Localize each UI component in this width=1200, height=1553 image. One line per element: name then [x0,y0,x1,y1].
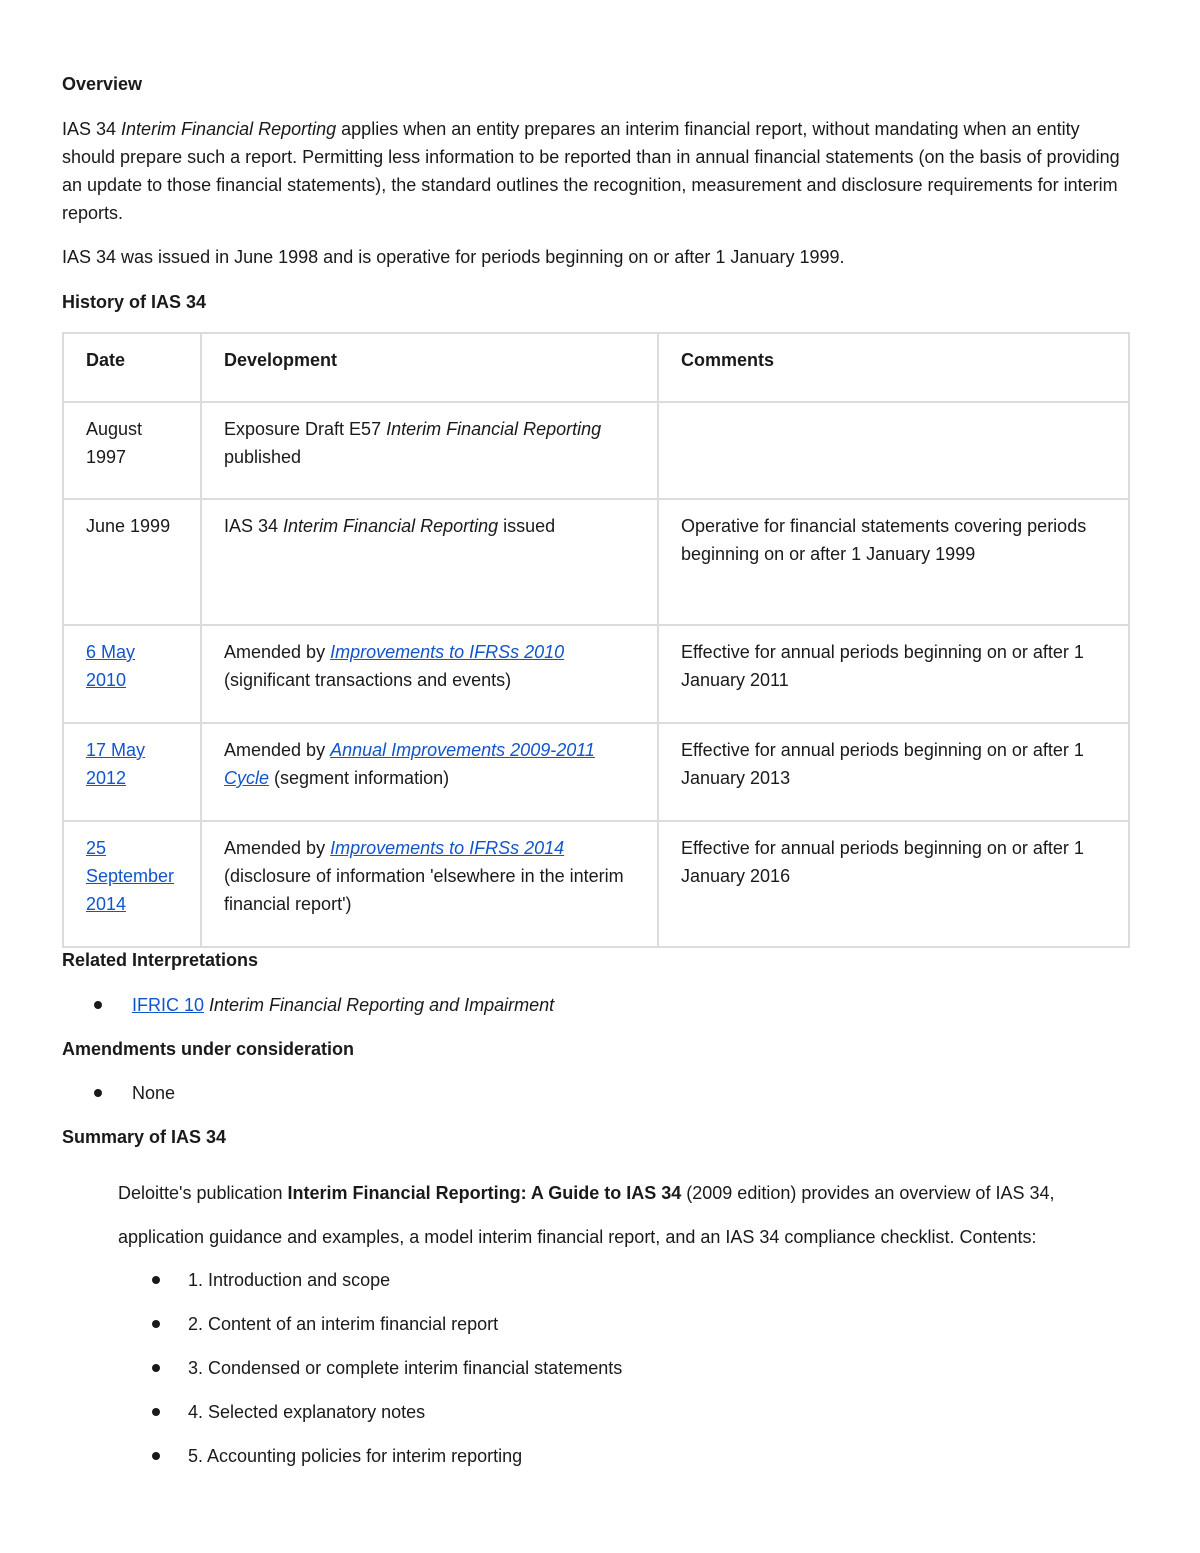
comment-cell: Effective for annual periods beginning on or after 1 January 2011 [658,625,1129,723]
column-header-development: Development [201,333,658,402]
date-cell [63,625,201,723]
list-item: None [62,1079,175,1123]
date-cell: August 1997 [63,402,201,499]
list-item [62,991,554,1035]
column-header-comments: Comments [658,333,1129,402]
development-cell [201,402,658,499]
table-row [63,402,1129,499]
development-cell [201,723,658,821]
column-header-date: Date [63,333,201,402]
date-cell: June 1999 [63,499,201,625]
summary-heading: Summary of IAS 34 [62,1127,227,1147]
issued-paragraph: IAS 34 was issued in June 1998 and is operative for periods beginning on or after 1 January 1999. [62,247,845,267]
interpretation-title: Interim Financial Reporting and Impairment [204,995,555,1015]
table-row [63,625,1129,723]
list-item: 3. Condensed or complete interim financial statements [152,1354,622,1398]
overview-paragraph [62,115,1130,227]
amendments-list [62,1079,175,1123]
overview-prefix: IAS 34 [62,119,122,139]
overview-heading: Overview [62,74,143,94]
development-text: Amended by [224,838,331,858]
development-suffix: (significant transactions and events) [224,670,512,690]
history-table [62,332,1130,948]
publication-title: Interim Financial Reporting: A Guide to IAS 34 [287,1183,682,1203]
date-link[interactable]: 25 September 2014 [86,838,175,914]
list-item: 4. Selected explanatory notes [152,1398,622,1442]
development-cell [201,625,658,723]
improvements-link-text: Improvements to IFRSs 2010 [330,642,565,662]
summary-text-rest: (2009 edition) provides an overview of IAS 34, application guidance and examples, a model interim financial report, and an IAS 34 compliance checklist. Contents: [118,1183,1055,1247]
development-suffix: (segment information) [269,768,450,788]
development-suffix: (disclosure of information 'elsewhere in the interim financial report') [224,866,624,914]
summary-paragraph [118,1171,1138,1259]
development-suffix: issued [498,516,556,536]
comment-cell: Operative for financial statements covering periods beginning on or after 1 January 1999 [658,499,1129,625]
ifric-10-link[interactable]: IFRIC 10 [132,995,205,1015]
list-item: 2. Content of an interim financial report [152,1310,622,1354]
date-cell [63,821,201,947]
development-cell [201,821,658,947]
summary-text: Deloitte's publication [118,1183,288,1203]
development-text: Amended by [224,740,331,760]
development-text: Amended by [224,642,331,662]
related-interpretations-heading: Related Interpretations [62,950,259,970]
overview-text: applies when an entity prepares an interim financial report, without mandating when an entity should prepare such a report. Permitting less information to be reported than in annual financial statements (on the basis of providing an update to those financial statements), the standard outlines the recognition, measurement and disclosure requirements for interim reports. [62,119,1120,223]
development-title: Interim Financial Reporting [283,516,499,536]
development-text: IAS 34 [224,516,284,536]
development-title: Interim Financial Reporting [386,419,602,439]
date-link[interactable]: 17 May 2012 [86,740,146,788]
contents-list [152,1266,622,1486]
table-row [63,723,1129,821]
history-heading: History of IAS 34 [62,292,207,312]
comment-cell [658,402,1129,499]
improvements-link-text: Improvements to IFRSs 2014 [330,838,565,858]
comment-cell: Effective for annual periods beginning on or after 1 January 2013 [658,723,1129,821]
improvements-link[interactable] [330,642,564,662]
annual-improvements-link-text: Annual Improvements 2009-2011 Cycle [224,740,595,788]
overview-standard-title: Interim Financial Reporting [121,119,337,139]
table-header-row [63,333,1129,402]
improvements-link[interactable] [330,838,564,858]
development-suffix: published [224,447,302,467]
table-row [63,821,1129,947]
amendments-heading: Amendments under consideration [62,1039,355,1059]
list-item: 1. Introduction and scope [152,1266,622,1310]
date-link[interactable]: 6 May 2010 [86,642,136,690]
development-cell [201,499,658,625]
development-text: Exposure Draft E57 [224,419,387,439]
related-interpretations-list [62,991,554,1035]
comment-cell: Effective for annual periods beginning on or after 1 January 2016 [658,821,1129,947]
table-row [63,499,1129,625]
list-item: 5. Accounting policies for interim reporting [152,1442,622,1486]
date-cell [63,723,201,821]
